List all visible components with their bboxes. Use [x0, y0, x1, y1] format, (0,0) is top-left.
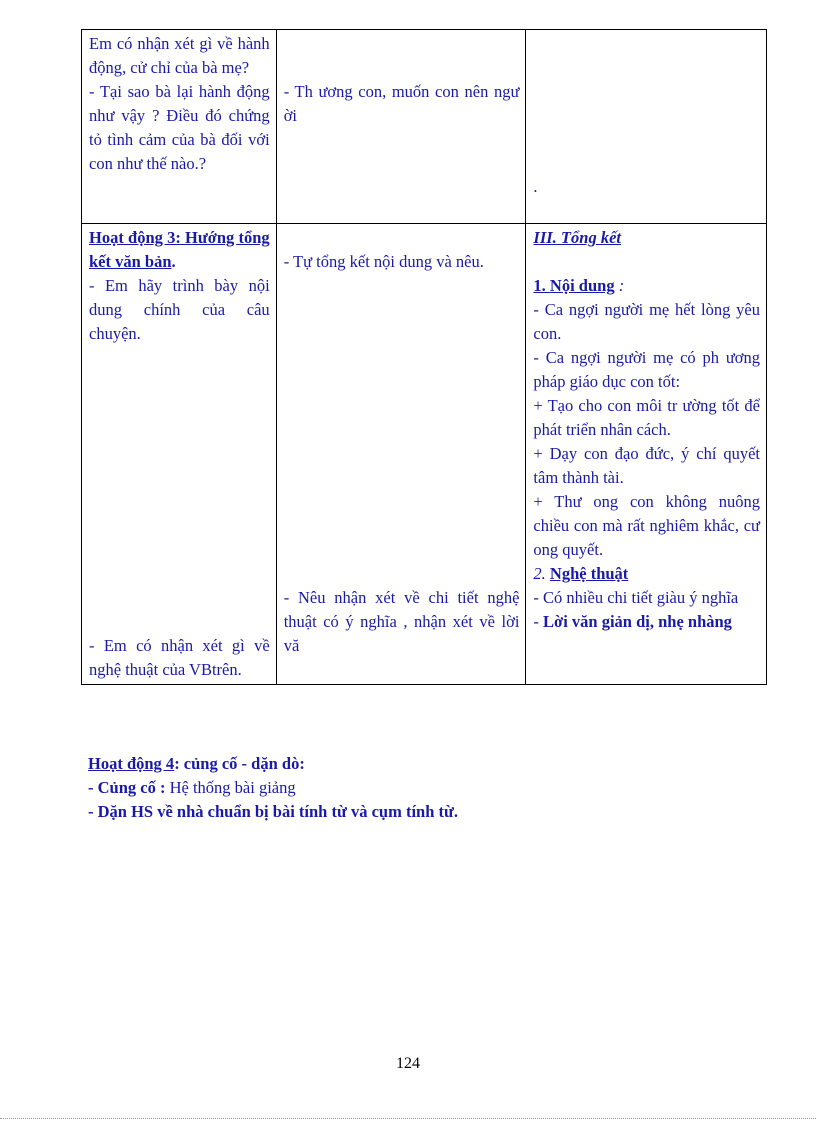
answer-text: - Tự tổng kết nội dung và nêu. — [283, 252, 484, 271]
lesson-table — [81, 29, 767, 685]
content-text: - Ca ngợi người mẹ hết lòng yêu con. — [533, 300, 760, 343]
student-activity-cell — [276, 30, 526, 224]
student-activity-cell — [276, 224, 526, 685]
answer-text: - Nêu nhận xét về chi tiết nghệ thuật có ý nghĩa , nhận xét về lời vă — [283, 588, 520, 655]
lesson-footer — [88, 752, 768, 824]
subsection-heading: 2. Nghệ thuật — [533, 564, 629, 583]
content-text: + Tạo cho con môi tr ường tốt để phát triển nhân cách. — [533, 396, 760, 439]
answer-text: - Th ương con, muốn con nên ngư ời — [283, 82, 520, 125]
question-text: - Em có nhận xét gì về nghệ thuật của VBtrên. — [89, 636, 270, 679]
content-text: + Thư ong con không nuông chiều con mà rất nghiêm khắc, cư ong quyết. — [533, 492, 760, 559]
content-text: . — [533, 177, 538, 196]
page-bottom-divider — [0, 1118, 816, 1119]
page-number: 124 — [396, 1055, 420, 1072]
section-title: III. Tổng kết — [533, 228, 621, 247]
question-text: - Tại sao bà lại hành động như vậy ? Điều đó chứng tỏ tình cảm của bà đối với con như thế nào.? — [89, 82, 270, 173]
homework-line: - Dặn HS về nhà chuẩn bị bài tính từ và cụm tính từ. — [88, 802, 459, 821]
table-row — [82, 224, 767, 685]
content-text: - Có nhiều chi tiết giàu ý nghĩa — [533, 588, 739, 607]
question-text: - Em hãy trình bày nội dung chính của câu chuyện. — [89, 276, 270, 343]
content-cell — [526, 30, 767, 224]
content-text: - Lời văn giản dị, nhẹ nhàng — [533, 612, 732, 631]
subsection-heading: 1. Nội dung : — [533, 276, 625, 295]
teacher-activity-cell — [82, 224, 277, 685]
content-cell — [526, 224, 767, 685]
consolidate-line: - Củng cố : Hệ thống bài giảng — [88, 778, 296, 797]
teacher-activity-cell — [82, 30, 277, 224]
question-text: Em có nhận xét gì về hành động, cử chỉ của bà mẹ? — [89, 34, 270, 77]
activity-heading: Hoạt động 3: Hướng tổng kết văn bản. — [89, 228, 270, 271]
content-text: + Dạy con đạo đức, ý chí quyết tâm thành tài. — [533, 444, 760, 487]
activity-heading: Hoạt động 4: củng cố - dặn dò: — [88, 754, 305, 773]
table-row — [82, 30, 767, 224]
content-text: - Ca ngợi người mẹ có ph ương pháp giáo dục con tốt: — [533, 348, 760, 391]
